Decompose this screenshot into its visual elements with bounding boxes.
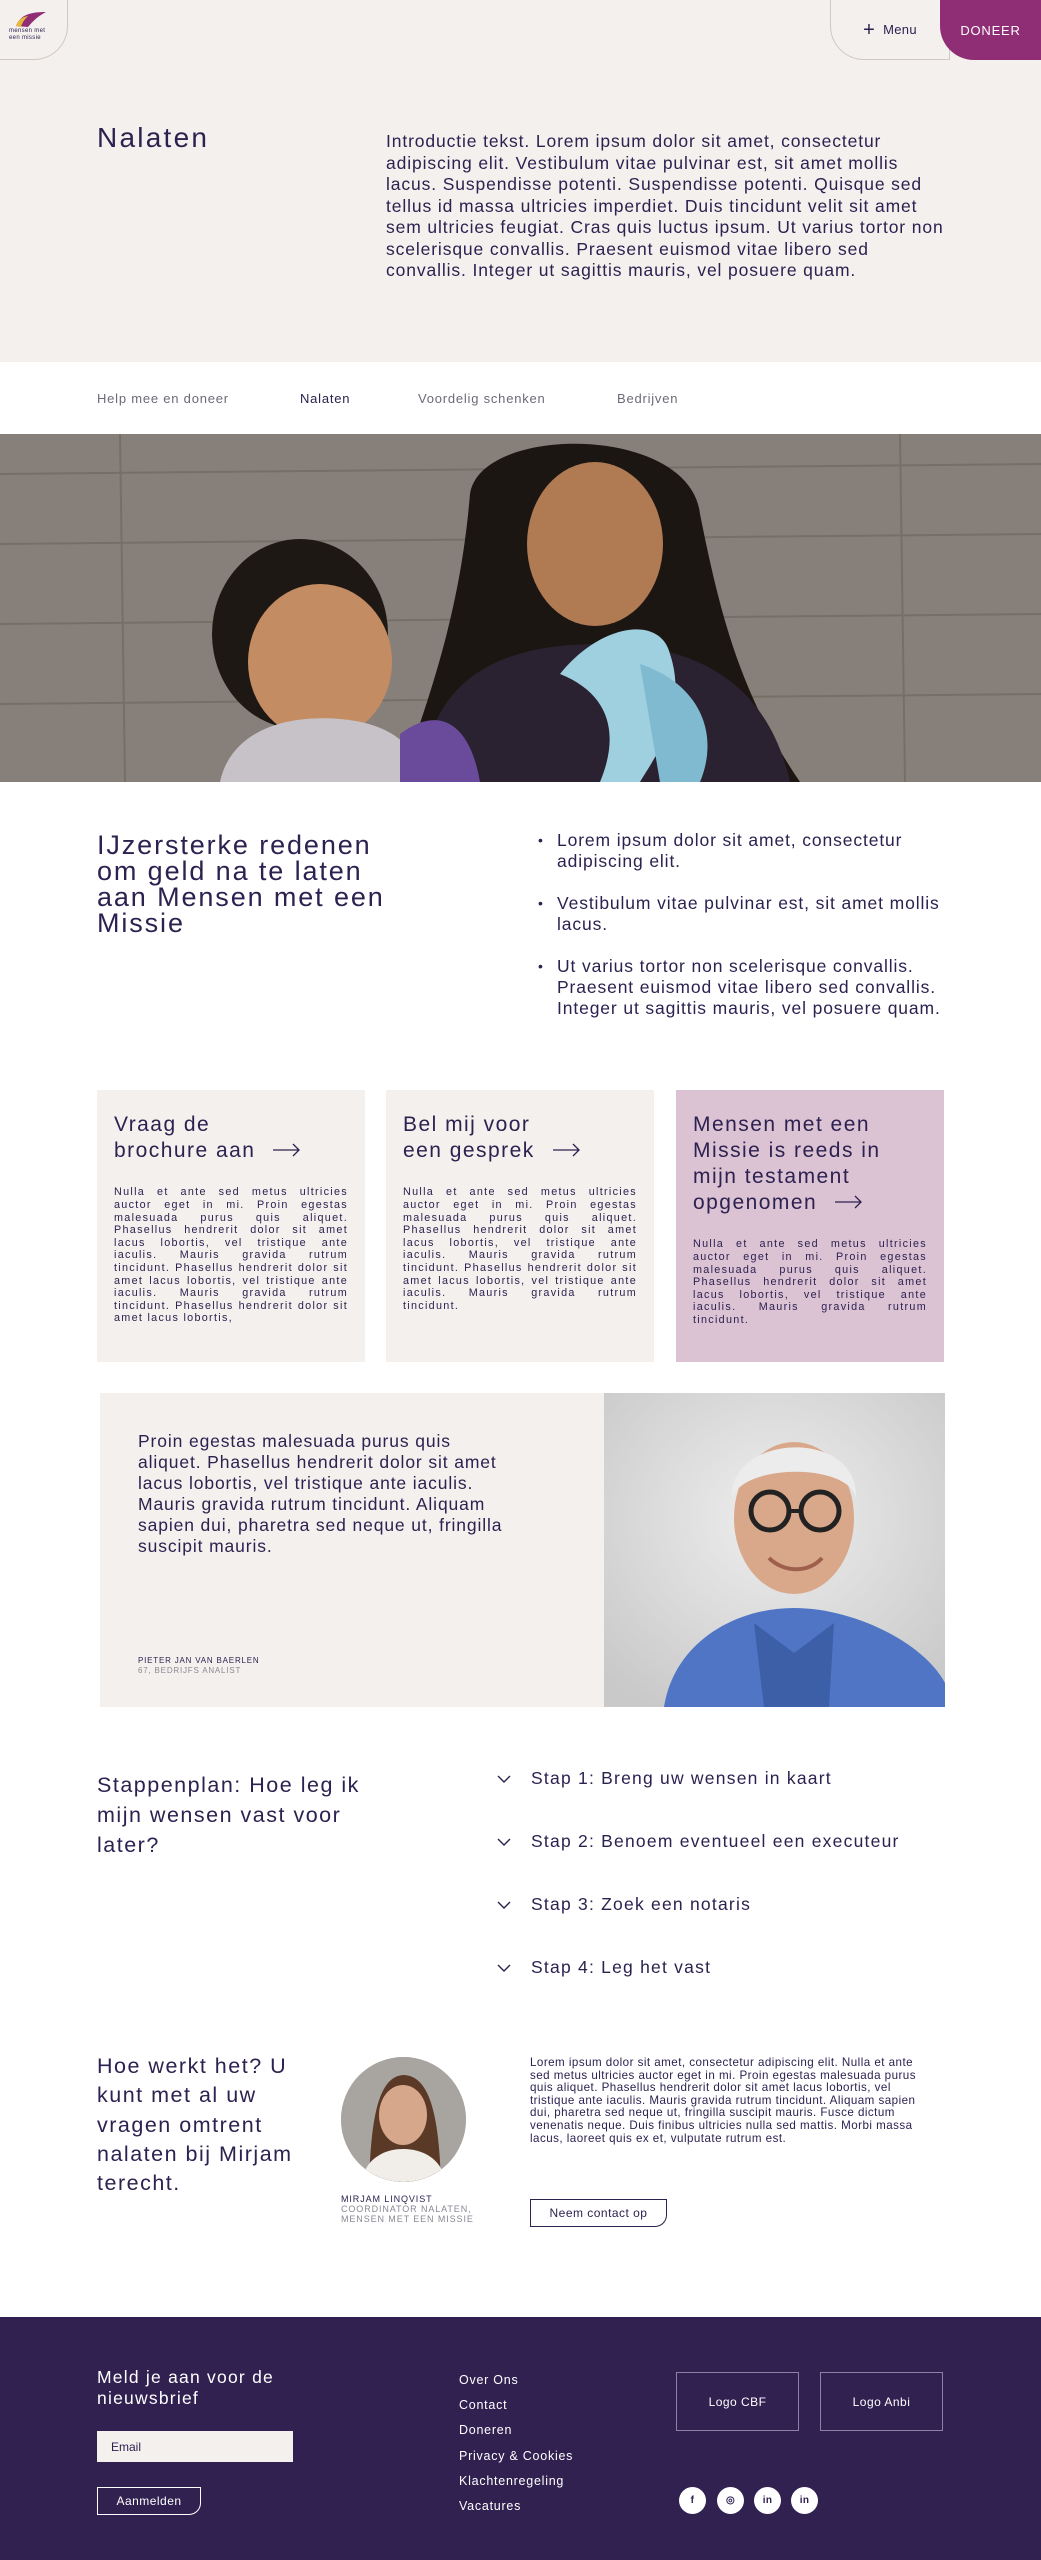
card-title: Mensen met een Missie is reeds in mijn testament opgenomen <box>693 1112 927 1216</box>
linkedin-icon[interactable]: in <box>791 2487 818 2514</box>
page-title: Nalaten <box>97 122 210 153</box>
logo-wing-icon <box>14 10 48 28</box>
older-man-portrait <box>604 1393 945 1707</box>
card-testament[interactable] <box>676 1090 944 1362</box>
footer-link-over-ons[interactable]: Over Ons <box>459 2373 519 2387</box>
card-brochure[interactable] <box>97 1090 365 1362</box>
chevron-down-icon <box>497 1894 531 1915</box>
footer-link-contact[interactable]: Contact <box>459 2398 508 2413</box>
newsletter-email-input[interactable] <box>97 2431 293 2462</box>
instagram-icon[interactable]: ◎ <box>717 2487 744 2514</box>
footer-link-vacatures[interactable]: Vacatures <box>459 2498 522 2513</box>
subnav-item-voordelig-schenken[interactable]: Voordelig schenken <box>418 391 546 406</box>
hero-children-illustration <box>0 434 1041 782</box>
newsletter-title: Meld je aan voor de nieuwsbrief <box>97 2367 274 2408</box>
facebook-icon[interactable]: f <box>679 2487 706 2514</box>
testimonial <box>100 1393 605 1707</box>
intro-text: Introductie tekst. Lorem ipsum dolor sit amet, consectetur adipiscing elit. Vestibulum vitae pulvinar est, sit amet mollis lacus. Suspendisse potenti. Suspendisse potenti. Quisque sed tellus id massa ultricies imperdiet. Duis tincidunt velit sit amet sem ultricies feugiat. Cras quis luctus ipsum. Ut varius tortor non scelerisque convallis. Praesent euismod vitae libero sed convallis. Integer ut sagittis mauris, vel posuere quam. <box>386 131 944 280</box>
reason-item: • Lorem ipsum dolor sit amet, consectetur adipiscing elit. <box>538 830 948 872</box>
footer <box>0 2317 1041 2560</box>
subnav-item-help-mee[interactable]: Help mee en doneer <box>97 391 229 406</box>
subnav-item-nalaten[interactable]: Nalaten <box>300 391 351 406</box>
arrow-right-icon <box>553 1138 581 1164</box>
footer-link-doneren[interactable]: Doneren <box>459 2423 513 2438</box>
subscribe-button[interactable]: Aanmelden <box>97 2487 201 2515</box>
reason-item: • Ut varius tortor non scelerisque convallis. Praesent euismod vitae libero sed convallis. Integer ut sagittis mauris, vel posuere quam. <box>538 956 948 1019</box>
card-title: Bel mij voor een gesprek <box>403 1112 637 1164</box>
contact-name: MIRJAM LINQVIST <box>341 2194 433 2204</box>
contact-button[interactable]: Neem contact op <box>530 2199 667 2227</box>
card-title: Vraag de brochure aan <box>114 1112 348 1164</box>
card-text: Nulla et ante sed metus ultricies auctor eget in mi. Proin egestas malesuada purus quis aliquet. Phasellus hendrerit dolor sit amet lacus lobortis, vel tristique ante iaculis. Mauris gravida rutrum tincidunt. Phasellus hendrerit dolor sit amet lacus lobortis, vel tristique ante iaculis. Mauris gravida rutrum tincidunt. <box>403 1186 637 1312</box>
contact-role: COORDINATOR NALATEN, MENSEN MET EEN MISSIE <box>341 2204 474 2224</box>
step-1-accordion[interactable] <box>497 1768 832 1789</box>
step-4-accordion[interactable] <box>497 1957 711 1978</box>
logo-text: mensen met een missie <box>9 28 46 41</box>
logo-anbi[interactable]: Logo Anbi <box>820 2372 943 2431</box>
footer-link-privacy[interactable]: Privacy & Cookies <box>459 2448 574 2463</box>
menu-label: Menu <box>883 22 917 37</box>
step-label: Stap 3: Zoek een notaris <box>531 1894 752 1914</box>
chevron-down-icon <box>497 1831 531 1852</box>
help-text: Lorem ipsum dolor sit amet, consectetur adipiscing elit. Nulla et ante sed metus ultricies auctor eget in mi. Proin egestas malesuada purus quis aliquet. Phasellus hendrerit dolor sit amet lacus lobortis, vel tristique ante iaculis. Mauris gravida rutrum tincidunt. Aliquam sapien dui, pharetra sed neque ut, fringilla suscipit mauris. Fusce dictum venenatis neque. Duis finibus ultricies nulla sed mattis. Morbi massa lacus, laoreet quis ex et, vulputate rutrum est. <box>530 2056 916 2145</box>
arrow-right-icon <box>273 1138 301 1164</box>
card-call-me[interactable] <box>386 1090 654 1362</box>
arrow-right-icon <box>835 1190 863 1216</box>
plus-icon: + <box>863 18 876 41</box>
step-label: Stap 2: Benoem eventueel een executeur <box>531 1831 900 1851</box>
testimonial-text: Proin egestas malesuada purus quis aliquet. Phasellus hendrerit dolor sit amet lacus lobortis, vel tristique ante iaculis. Mauris gravida rutrum tincidunt. Aliquam sapien dui, pharetra sed neque ut, fringilla suscipit mauris. <box>138 1431 503 1556</box>
chevron-down-icon <box>497 1768 531 1789</box>
site-logo[interactable] <box>0 0 68 60</box>
steps-title: Stappenplan: Hoe leg ik mijn wensen vast voor later? <box>97 1773 360 1857</box>
sub-navigation <box>0 362 1041 434</box>
menu-button[interactable] <box>830 0 950 60</box>
card-text: Nulla et ante sed metus ultricies auctor eget in mi. Proin egestas malesuada purus quis aliquet. Phasellus hendrerit dolor sit amet lacus lobortis, vel tristique ante iaculis. Mauris gravida rutrum tincidunt. <box>693 1238 927 1327</box>
woman-portrait <box>341 2057 466 2182</box>
footer-link-klachtenregeling[interactable]: Klachtenregeling <box>459 2473 565 2488</box>
reasons-list <box>538 830 948 1040</box>
reasons-title: IJzersterke redenen om geld na te laten aan Mensen met een Missie <box>97 830 385 938</box>
testimonial-name: PIETER JAN VAN BAERLEN <box>138 1656 260 1665</box>
linkedin-icon[interactable]: in <box>754 2487 781 2514</box>
contact-avatar <box>341 2057 466 2182</box>
testimonial-role: 67, BEDRIJFS ANALIST <box>138 1666 242 1675</box>
footer-links <box>459 2373 573 2524</box>
testimonial-photo <box>604 1393 945 1707</box>
donate-button[interactable]: DONEER <box>940 0 1041 60</box>
step-label: Stap 4: Leg het vast <box>531 1957 712 1977</box>
chevron-down-icon <box>497 1957 531 1978</box>
card-text: Nulla et ante sed metus ultricies auctor eget in mi. Proin egestas malesuada purus quis aliquet. Phasellus hendrerit dolor sit amet lacus lobortis, vel tristique ante iaculis. Mauris gravida rutrum tincidunt. Phasellus hendrerit dolor sit amet lacus lobortis, vel tristique ante iaculis. Mauris gravida rutrum tincidunt. Phasellus hendrerit dolor sit amet lacus lobortis, <box>114 1186 348 1325</box>
step-2-accordion[interactable] <box>497 1831 900 1852</box>
subnav-item-bedrijven[interactable]: Bedrijven <box>617 391 679 406</box>
help-title: Hoe werkt het? U kunt met al uw vragen omtrent nalaten bij Mirjam terecht. <box>97 2054 293 2196</box>
reason-item: • Vestibulum vitae pulvinar est, sit amet mollis lacus. <box>538 893 948 935</box>
step-3-accordion[interactable] <box>497 1894 751 1915</box>
logo-cbf[interactable]: Logo CBF <box>676 2372 799 2431</box>
step-label: Stap 1: Breng uw wensen in kaart <box>531 1768 832 1788</box>
hero-photo <box>0 434 1041 782</box>
